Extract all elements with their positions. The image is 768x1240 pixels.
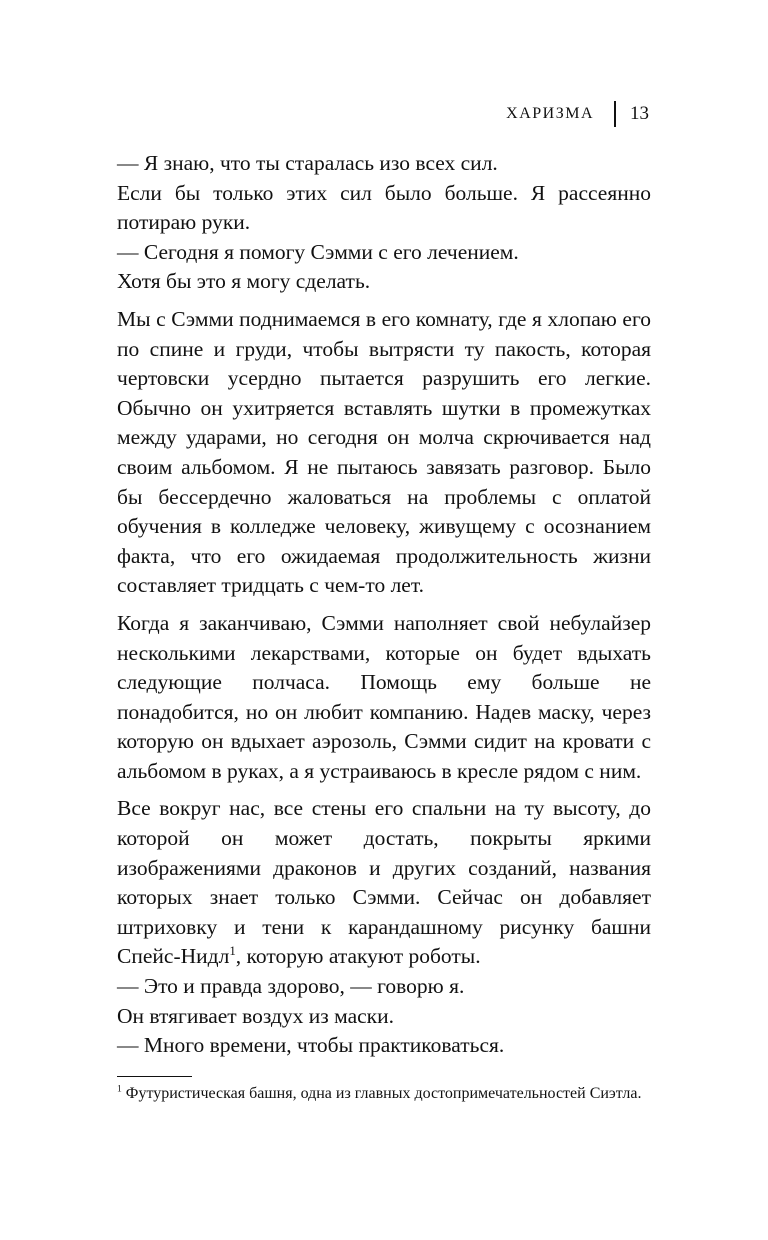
- paragraph: Хотя бы это я могу сделать.: [117, 269, 371, 294]
- paragraph: — Это и правда здорово, — говорю я.: [117, 974, 465, 999]
- paragraph: Он втягивает воздух из маски.: [117, 1003, 394, 1028]
- page-number: 13: [630, 103, 649, 124]
- footnote-reference[interactable]: 1: [229, 944, 236, 959]
- paragraph: Когда я заканчиваю, Сэмми наполняет свой небулайзер несколькими лекарствами, которые он будет вдыхать следующие полчаса. Помощь ему больше не понадобится, но он любит компанию. Надев маску, через которую он вдыхает аэрозоль, Сэмми сидит на кровати с альбомом в руках, а я устраиваюсь в кресле рядом с ним.: [117, 610, 651, 783]
- paragraph: — Я знаю, что ты старалась изо всех сил.: [117, 151, 498, 175]
- header-separator: [614, 101, 616, 127]
- paragraph: — Много времени, чтобы практиковаться.: [117, 1033, 505, 1058]
- running-title: ХАРИЗМА: [506, 105, 594, 122]
- body-text: [117, 149, 651, 1061]
- running-header: [506, 101, 649, 127]
- paragraph-text: , которую атакуют роботы.: [235, 944, 481, 969]
- paragraph: [117, 794, 651, 972]
- paragraph: Мы с Сэмми поднимаемся в его комнату, где я хлопаю его по спине и груди, чтобы вытрясти ту пакость, которая чертовски усердно пытается разрушить его легкие. Обычно он ухитряется вставлять шутки в промежутках между ударами, но сегодня он молча скрючивается над своим альбомом. Я не пытаюсь завязать разговор. Было бы бессердечно жаловаться на проблемы с оплатой обучения в колледже человеку, живущему с осознанием факта, что его ожидаемая продолжительность жизни составляет тридцать с чем-то лет.: [117, 306, 651, 598]
- footnote: [117, 1082, 651, 1106]
- paragraph-text: Все вокруг нас, все стены его спальни на ту высоту, до которой он может достать, покрыты яркими изображениями драконов и других созданий, названия которых знает только Сэмми. Сейчас он добавляет штриховку и тени к карандашному рисунку башни Спейс-Нидл: [117, 796, 651, 969]
- footnote-marker: 1: [117, 1083, 122, 1095]
- paragraph: — Сегодня я помогу Сэмми с его лечением.: [117, 239, 519, 264]
- paragraph: Если бы только этих сил было больше. Я рассеянно потираю руки.: [117, 180, 651, 235]
- footnote-divider: [117, 1076, 192, 1077]
- footnote-text: Футуристическая башня, одна из главных достопримечательностей Сиэтла.: [125, 1085, 642, 1102]
